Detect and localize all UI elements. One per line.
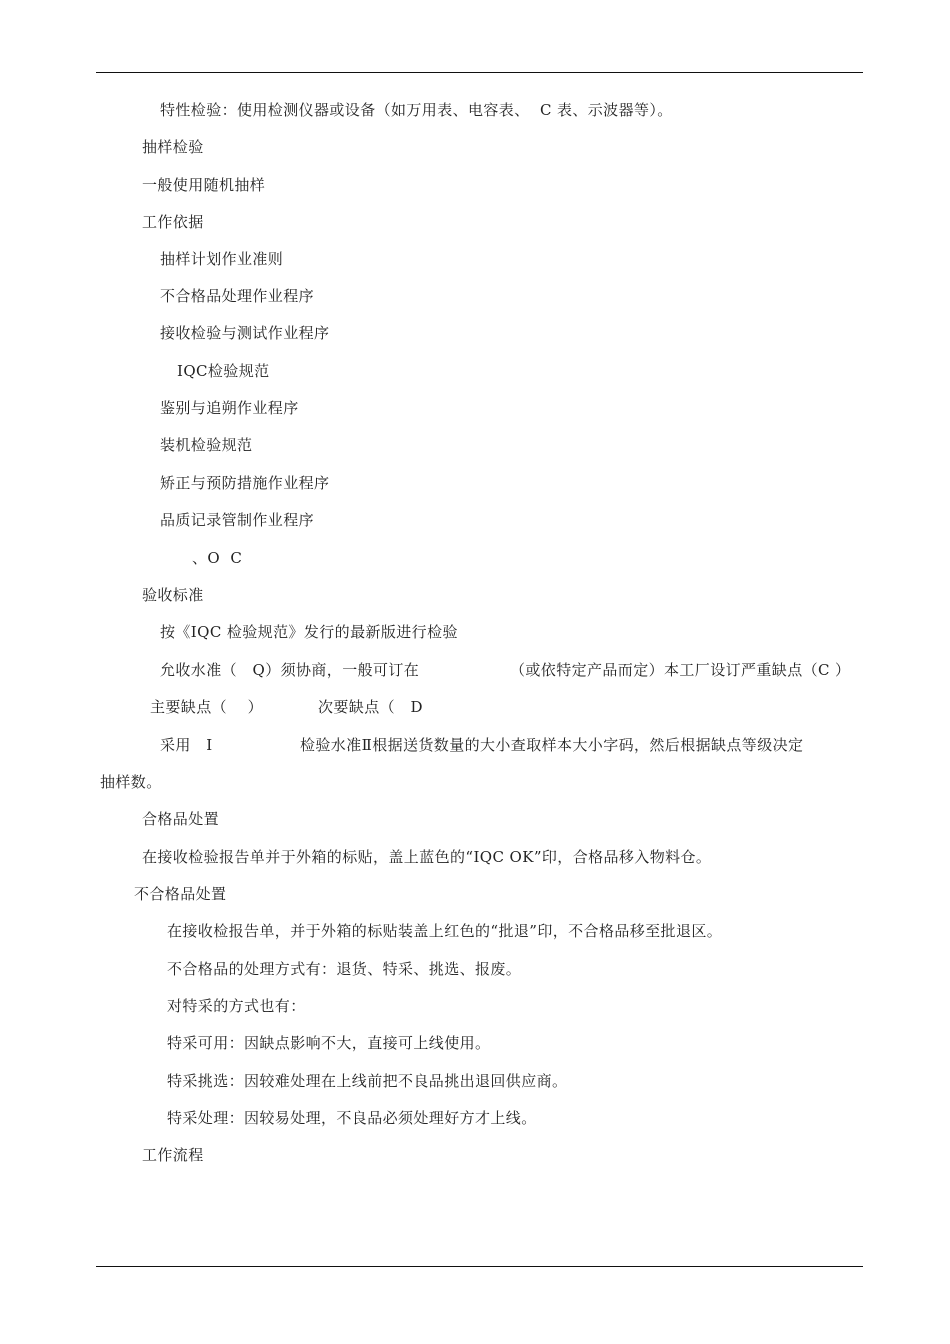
list-item: 特采挑选：因较难处理在上线前把不良品挑出退回供应商。 [167, 1072, 568, 1090]
text-line: 对特采的方式也有： [167, 997, 306, 1015]
list-item: 抽样计划作业准则 [160, 250, 284, 268]
list-item: 不合格品处理作业程序 [160, 287, 315, 305]
section-heading: 工作依据 [142, 213, 204, 231]
text-line: 允收水准（ Q）须协商，一般可订在 [160, 661, 420, 679]
text-line: 抽样数。 [100, 773, 162, 791]
section-heading: 抽样检验 [142, 138, 204, 156]
text-line: 次要缺点（ D [318, 698, 423, 716]
text-line: 检验水准Ⅱ根据送货数量的大小查取样本大小字码，然后根据缺点等级决定 [300, 736, 804, 754]
list-item: IQC检验规范 [177, 362, 270, 380]
list-item: 、O C [192, 549, 243, 567]
section-heading: 验收标准 [142, 586, 204, 604]
list-item: 品质记录管制作业程序 [160, 511, 315, 529]
text-line: 特性检验：使用检测仪器或设备（如万用表、电容表、 C 表、示波器等）。 [160, 101, 673, 119]
section-heading: 工作流程 [142, 1146, 204, 1164]
section-heading: 合格品处置 [142, 810, 220, 828]
section-heading: 不合格品处置 [134, 885, 227, 903]
text-line: 主要缺点（ ） [150, 698, 264, 716]
text-line: 一般使用随机抽样 [142, 176, 266, 194]
text-line: 采用 I [160, 736, 213, 754]
list-item: 矫正与预防措施作业程序 [160, 474, 330, 492]
list-item: 特采处理：因较易处理，不良品必须处理好方才上线。 [167, 1109, 537, 1127]
footer-rule [96, 1266, 863, 1267]
text-line: （或依特定产品而定）本工厂设订严重缺点（C ） [510, 661, 851, 679]
text-line: 按《IQC 检验规范》发行的最新版进行检验 [160, 623, 458, 641]
header-rule [96, 72, 863, 73]
list-item: 接收检验与测试作业程序 [160, 324, 330, 342]
text-line: 在接收检报告单，并于外箱的标贴装盖上红色的“批退”印，不合格品移至批退区。 [167, 922, 723, 940]
list-item: 鉴别与追朔作业程序 [160, 399, 299, 417]
list-item: 特采可用：因缺点影响不大，直接可上线使用。 [167, 1034, 491, 1052]
list-item: 装机检验规范 [160, 436, 253, 454]
text-line: 在接收检验报告单并于外箱的标贴，盖上蓝色的“IQC OK”印，合格品移入物料仓。 [142, 848, 712, 866]
text-line: 不合格品的处理方式有：退货、特采、挑选、报废。 [167, 960, 522, 978]
